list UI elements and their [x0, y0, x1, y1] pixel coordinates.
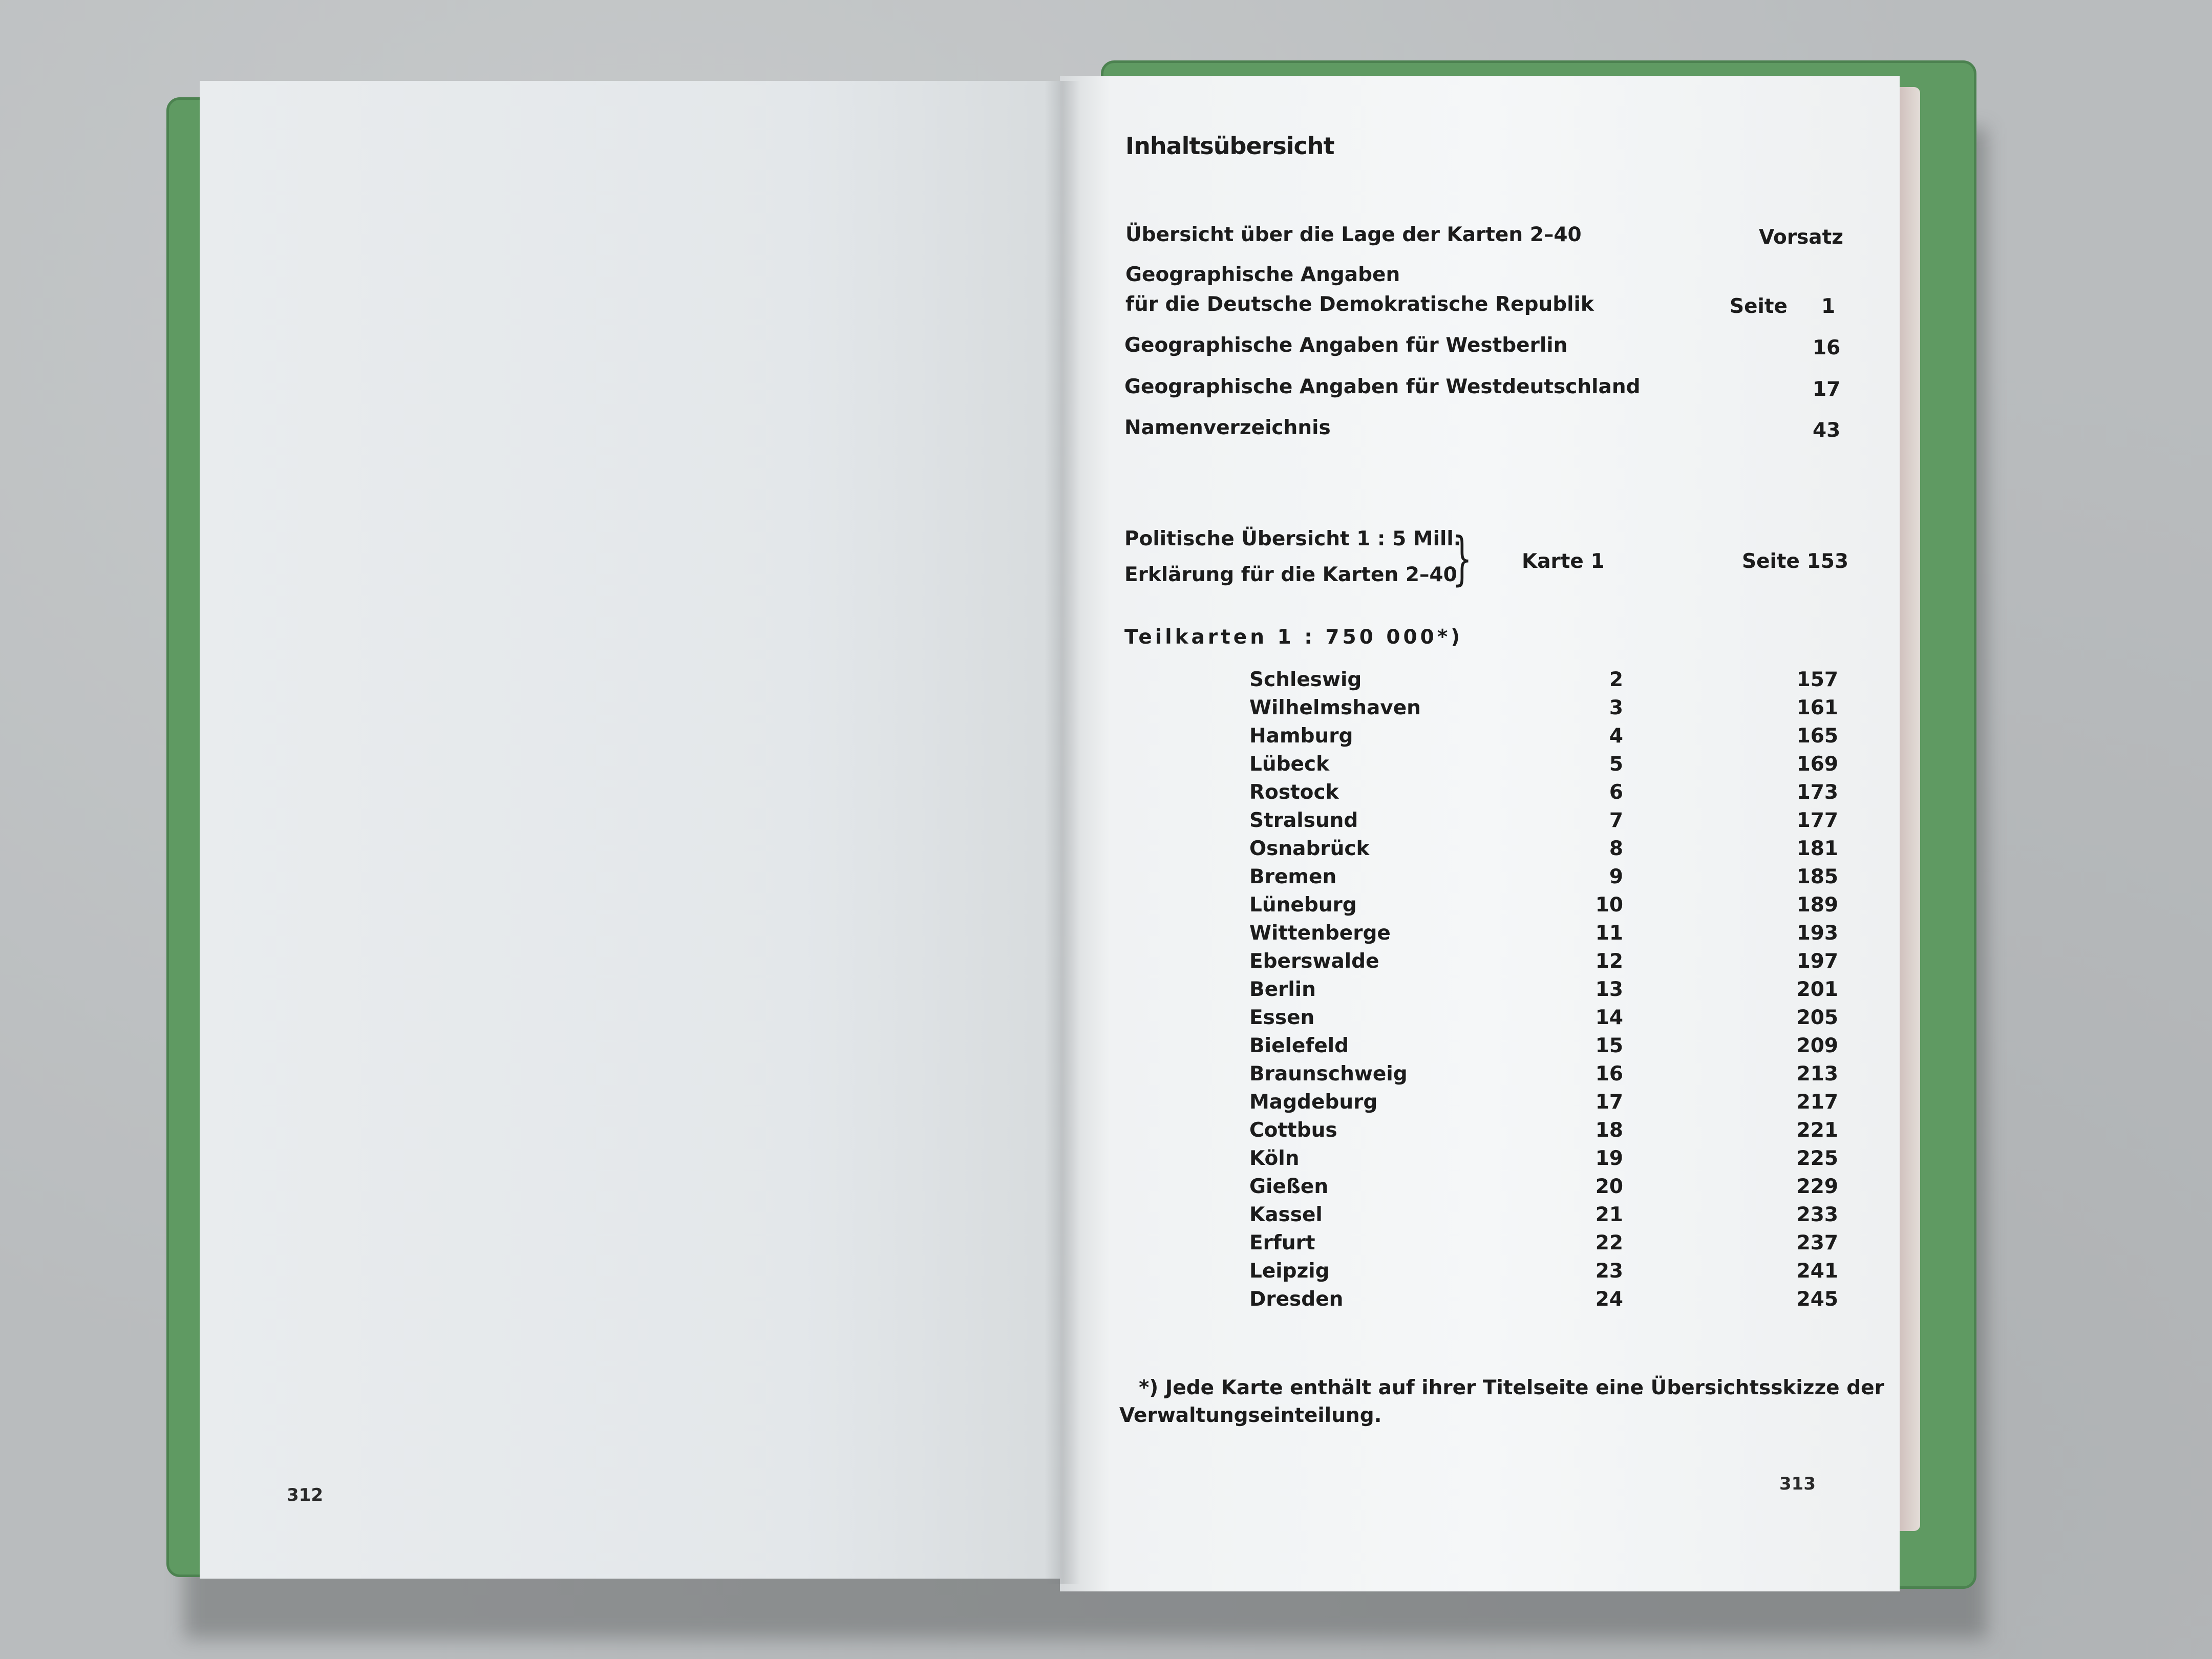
group-line2: Erklärung für die Karten 2–40 — [1124, 563, 1457, 586]
table-row — [1244, 1006, 1838, 1034]
map-name: Dresden — [1249, 1288, 1344, 1311]
book-gutter — [1045, 81, 1080, 1584]
map-number: 4 — [1609, 725, 1623, 748]
group-karte: Karte 1 — [1522, 550, 1605, 573]
table-row — [1244, 753, 1838, 781]
page-number-left: 312 — [287, 1485, 323, 1505]
table-row — [1244, 1175, 1838, 1203]
map-name: Bremen — [1249, 865, 1337, 888]
map-number: 17 — [1595, 1091, 1623, 1114]
map-number: 11 — [1595, 922, 1623, 945]
map-page: 193 — [1796, 922, 1838, 945]
table-row — [1244, 978, 1838, 1006]
map-name: Berlin — [1249, 978, 1316, 1001]
map-page: 217 — [1796, 1091, 1838, 1114]
map-name: Lüneburg — [1249, 894, 1357, 917]
map-number: 15 — [1595, 1034, 1623, 1057]
map-page: 165 — [1796, 725, 1838, 748]
map-number: 3 — [1609, 696, 1623, 719]
entry-label-line2: für die Deutsche Demokratische Republik — [1125, 293, 1594, 316]
table-row — [1244, 1119, 1838, 1147]
map-page: 233 — [1796, 1203, 1838, 1226]
table-row — [1244, 1062, 1838, 1091]
map-page: 173 — [1796, 781, 1838, 804]
map-name: Eberswalde — [1249, 950, 1379, 973]
table-row — [1244, 1147, 1838, 1175]
map-name: Wittenberge — [1249, 922, 1391, 945]
map-page: 241 — [1796, 1260, 1838, 1283]
table-row — [1244, 668, 1838, 696]
entry-value: 17 — [1813, 378, 1841, 401]
group-seite: Seite 153 — [1742, 550, 1848, 573]
table-row — [1244, 809, 1838, 837]
table-row — [1244, 1231, 1838, 1260]
group-brace: } — [1452, 525, 1473, 592]
map-number: 14 — [1595, 1006, 1623, 1029]
table-row — [1244, 1091, 1838, 1119]
map-number: 6 — [1609, 781, 1623, 804]
map-page: 181 — [1796, 837, 1838, 860]
entry-value: 16 — [1813, 336, 1841, 359]
left-page — [200, 81, 1060, 1579]
map-name: Bielefeld — [1249, 1034, 1349, 1057]
group-line1: Politische Übersicht 1 : 5 Mill. — [1124, 527, 1461, 550]
map-name: Rostock — [1249, 781, 1339, 804]
map-page: 201 — [1796, 978, 1838, 1001]
map-number: 12 — [1595, 950, 1623, 973]
map-page: 229 — [1796, 1175, 1838, 1198]
map-name: Wilhelmshaven — [1249, 696, 1421, 719]
table-row — [1244, 1260, 1838, 1288]
map-page: 221 — [1796, 1119, 1838, 1142]
map-name: Gießen — [1249, 1175, 1329, 1198]
entry-label: Namenverzeichnis — [1124, 416, 1331, 439]
map-name: Leipzig — [1249, 1260, 1330, 1283]
map-name: Stralsund — [1249, 809, 1358, 832]
map-number: 19 — [1595, 1147, 1623, 1170]
map-page: 169 — [1796, 753, 1838, 776]
map-number: 18 — [1595, 1119, 1623, 1142]
map-page: 157 — [1796, 668, 1838, 691]
entry-value: 43 — [1813, 419, 1841, 442]
map-page: 237 — [1796, 1231, 1838, 1254]
map-page: 189 — [1796, 894, 1838, 917]
table-row — [1244, 1288, 1838, 1316]
map-name: Essen — [1249, 1006, 1315, 1029]
map-page: 245 — [1796, 1288, 1838, 1311]
map-number: 5 — [1609, 753, 1623, 776]
map-number: 8 — [1609, 837, 1623, 860]
table-row — [1244, 696, 1838, 725]
map-page: 213 — [1796, 1062, 1838, 1086]
map-page: 185 — [1796, 865, 1838, 888]
entry-value: Vorsatz — [1759, 226, 1843, 249]
table-row — [1244, 1034, 1838, 1062]
page-number-right: 313 — [1779, 1474, 1816, 1494]
map-number: 10 — [1595, 894, 1623, 917]
map-number: 24 — [1595, 1288, 1623, 1311]
map-page: 209 — [1796, 1034, 1838, 1057]
footnote-line1: *) Jede Karte enthält auf ihrer Titelseite eine Übersichtsskizze der — [1139, 1376, 1884, 1399]
map-page: 177 — [1796, 809, 1838, 832]
map-name: Osnabrück — [1249, 837, 1370, 860]
map-name: Schleswig — [1249, 668, 1362, 691]
table-row — [1244, 865, 1838, 894]
table-row — [1244, 894, 1838, 922]
map-number: 21 — [1595, 1203, 1623, 1226]
footnote-line2: Verwaltungseinteilung. — [1119, 1404, 1382, 1427]
map-name: Kassel — [1249, 1203, 1323, 1226]
teilkarten-title: Teilkarten 1 : 750 000*) — [1124, 626, 1463, 649]
map-number: 13 — [1595, 978, 1623, 1001]
entry-value: 1 — [1821, 295, 1836, 318]
map-name: Lübeck — [1249, 753, 1330, 776]
contents-heading: Inhaltsübersicht — [1125, 132, 1334, 160]
map-number: 7 — [1609, 809, 1623, 832]
entry-label: Geographische Angaben für Westberlin — [1124, 334, 1568, 357]
map-page: 197 — [1796, 950, 1838, 973]
entry-label-line1: Geographische Angaben — [1125, 263, 1400, 286]
map-page: 205 — [1796, 1006, 1838, 1029]
map-number: 23 — [1595, 1260, 1623, 1283]
map-name: Köln — [1249, 1147, 1300, 1170]
map-name: Erfurt — [1249, 1231, 1315, 1254]
table-row — [1244, 922, 1838, 950]
map-name: Braunschweig — [1249, 1062, 1408, 1086]
table-row — [1244, 781, 1838, 809]
map-number: 2 — [1609, 668, 1623, 691]
map-number: 9 — [1609, 865, 1623, 888]
entry-prefix: Seite — [1730, 295, 1788, 318]
map-number: 16 — [1595, 1062, 1623, 1086]
map-name: Hamburg — [1249, 725, 1353, 748]
table-row — [1244, 837, 1838, 865]
table-row — [1244, 725, 1838, 753]
map-page: 225 — [1796, 1147, 1838, 1170]
map-number: 20 — [1595, 1175, 1623, 1198]
map-number: 22 — [1595, 1231, 1623, 1254]
entry-label: Geographische Angaben für Westdeutschland — [1124, 375, 1641, 398]
map-name: Cottbus — [1249, 1119, 1337, 1142]
entry-label: Übersicht über die Lage der Karten 2–40 — [1125, 223, 1582, 246]
table-row — [1244, 1203, 1838, 1231]
table-row — [1244, 950, 1838, 978]
map-name: Magdeburg — [1249, 1091, 1378, 1114]
map-page: 161 — [1796, 696, 1838, 719]
